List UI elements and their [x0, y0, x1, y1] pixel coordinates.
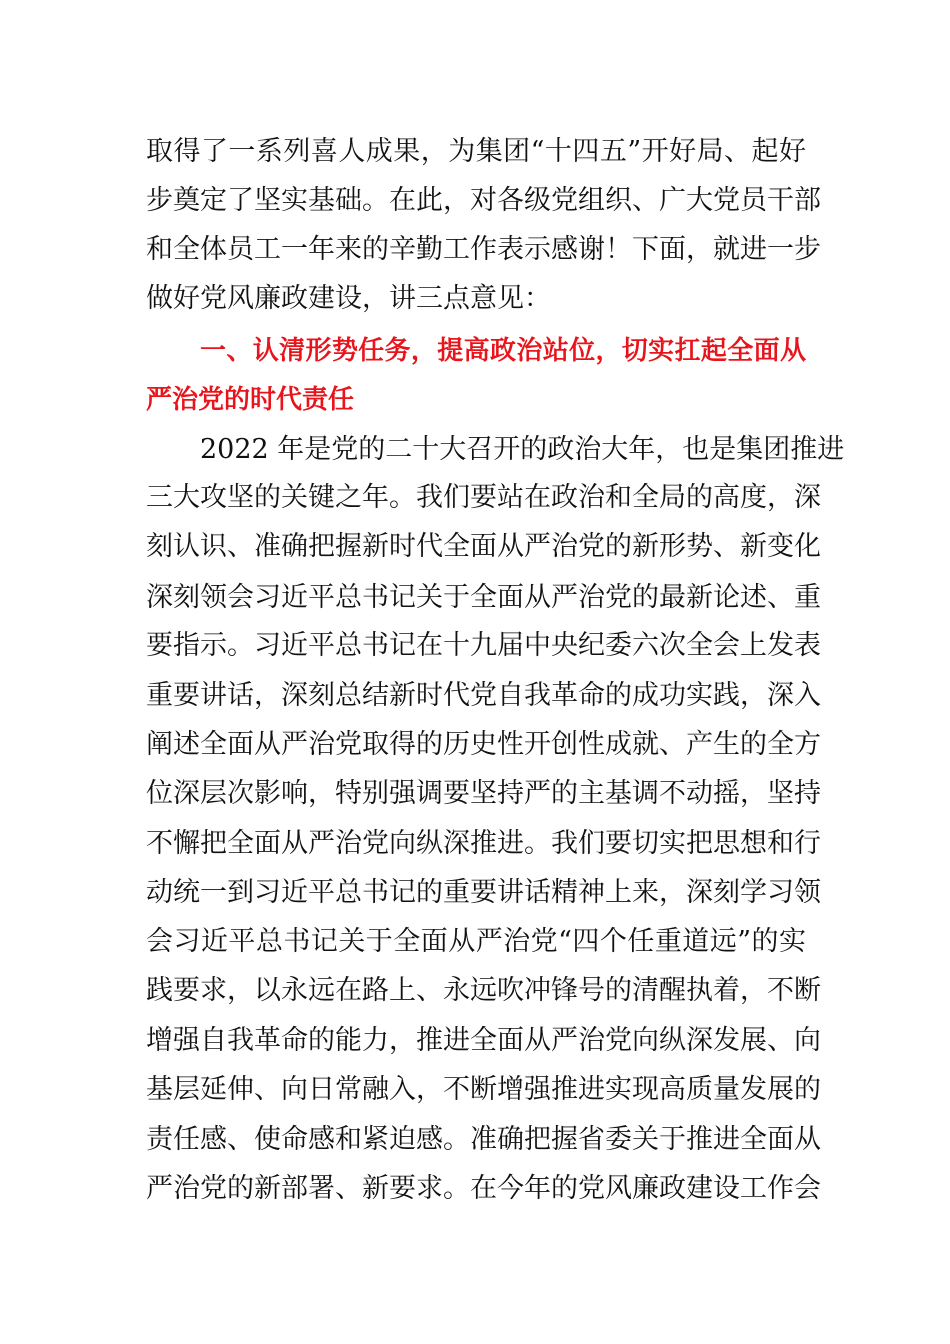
paragraph-line: 责任感、使命感和紧迫感。准确把握省委关于推进全面从	[146, 1124, 821, 1155]
paragraph-line: 要指示。习近平总书记在十九届中央纪委六次全会上发表	[146, 630, 821, 661]
paragraph-line: 会习近平总书记关于全面从严治党“四个任重道远”的实	[146, 926, 806, 957]
section-heading-line: 严治党的时代责任	[146, 385, 355, 415]
paragraph-line: 做好党风廉政建设，讲三点意见：	[146, 283, 551, 314]
paragraph-line: 刻认识、准确把握新时代全面从严治党的新形势、新变化	[146, 531, 821, 562]
paragraph-line: 阐述全面从严治党取得的历史性开创性成就、产生的全方	[146, 729, 821, 760]
paragraph-line: 增强自我革命的能力，推进全面从严治党向纵深发展、向	[146, 1025, 821, 1056]
section-heading-line: 一、认清形势任务，提高政治站位，切实扛起全面从	[200, 336, 806, 366]
paragraph-line: 取得了一系列喜人成果，为集团“十四五”开好局、起好	[146, 136, 806, 167]
paragraph-line: 不懈把全面从严治党向纵深推进。我们要切实把思想和行	[146, 828, 821, 859]
paragraph-line: 基层延伸、向日常融入，不断增强推进实现高质量发展的	[146, 1074, 821, 1105]
paragraph-line: 重要讲话，深刻总结新时代党自我革命的成功实践，深入	[146, 680, 821, 711]
paragraph-line: 践要求，以永远在路上、永远吹冲锋号的清醒执着，不断	[146, 975, 821, 1006]
paragraph-line: 动统一到习近平总书记的重要讲话精神上来，深刻学习领	[146, 877, 821, 908]
paragraph-line: 位深层次影响，特别强调要坚持严的主基调不动摇，坚持	[146, 778, 821, 809]
paragraph-line: 和全体员工一年来的辛勤工作表示感谢！下面，就进一步	[146, 234, 821, 265]
paragraph-line: 严治党的新部署、新要求。在今年的党风廉政建设工作会	[146, 1173, 821, 1204]
paragraph-line: 三大攻坚的关键之年。我们要站在政治和全局的高度，深	[146, 482, 821, 513]
paragraph-line: 深刻领会习近平总书记关于全面从严治党的最新论述、重	[146, 582, 821, 613]
paragraph-line: 2022 年是党的二十大召开的政治大年，也是集团推进	[200, 434, 845, 465]
paragraph-line: 步奠定了坚实基础。在此，对各级党组织、广大党员干部	[146, 185, 821, 216]
